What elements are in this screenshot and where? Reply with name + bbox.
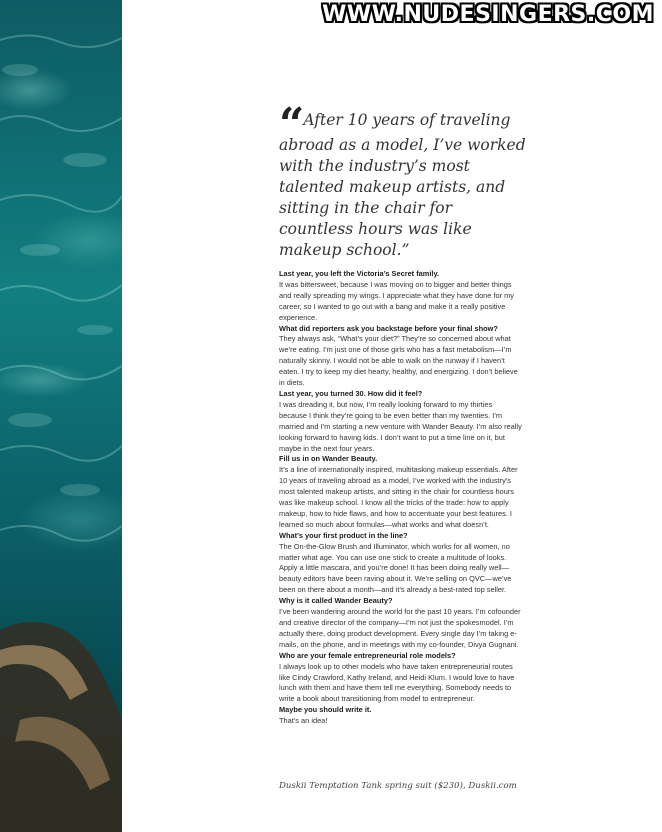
answer: They always ask, “What’s your diet?” They’re so concerned about what we’re eating. I’m just one of those girls who has a fast metabolism—I’m naturally skinny. I would not be able to walk on the runway if I haven’t eaten. I try to keep my diet hearty, healthy, and energizing. I don’t believe in diets. xyxy=(279,334,518,388)
answer: The On-the-Glow Brush and Illuminator, which works for all women, no matter what age. You can use one stick to create a multitude of looks. Apply a little mascara, and you’re done! It has been doing really well—beauty editors have been raving about it. We’re selling on QVC—we’ve been on there about a month—and it’s already a best-rated top seller. xyxy=(279,541,512,595)
interview-body xyxy=(279,269,522,727)
pull-quote-text: After 10 years of traveling abroad as a model, I’ve worked with the industry’s most talented makeup artists, and sitting in the chair for countless hours was like makeup school.” xyxy=(279,111,526,259)
question: Why is it called Wander Beauty? xyxy=(279,596,393,606)
answer: That’s an idea! xyxy=(279,716,328,726)
question: Last year, you turned 30. How did it feel? xyxy=(279,388,423,398)
answer: It was bittersweet, because I was moving on to bigger and better things and really spreading my wings. I appreciate what they have done for my career, so I wanted to go out with a bang and make it a really positive experience. xyxy=(279,279,514,322)
answer: It’s a line of internationally inspired, multitasking makeup essentials. After 10 years of traveling abroad as a model, I’ve worked with the industry’s most talented makeup artists, and sitting in the chair for countless hours was like makeup school. I know all the tricks of the trade: how to apply makeup, how to hide flaws, and how to accentuate your best features. I learned so much about formulas—what works and what doesn’t. xyxy=(279,465,518,529)
answer: I always look up to other models who have taken entrepreneurial routes like Cindy Crawford, Kathy Ireland, and Heidi Klum. I would love to have lunch with them and have them tell me everything. Somebody needs to write a book about transitioning from model to entrepreneur. xyxy=(279,661,515,704)
quote-mark-icon: “ xyxy=(279,99,301,150)
watermark-text: WWW.NUDESINGERS.COM xyxy=(322,2,654,27)
answer: I’ve been wandering around the world for the past 10 years. I’m cofounder and creative director of the company—I’m not just the spokesmodel. I’m actually there, doing product development. Every single day I’m taking e-mails, on the phone, and in meetings with my co-founder, Divya Gugnani. xyxy=(279,607,521,649)
question: Who are your female entrepreneurial role models? xyxy=(279,650,456,660)
question: Fill us in on Wander Beauty. xyxy=(279,454,378,464)
photo-caption: Duskii Temptation Tank spring suit ($230), Duskii.com xyxy=(279,781,517,791)
question: Last year, you left the Victoria’s Secret family. xyxy=(279,269,440,278)
question: What did reporters ask you backstage before your final show? xyxy=(279,323,498,333)
question: What’s your first product in the line? xyxy=(279,530,408,540)
pool-water-photo xyxy=(0,0,122,832)
answer: I was dreading it, but now, I’m really looking forward to my thirties because I think they’re going to be even better than my twenties. I’m married and I’m starting a new venture with Wander Beauty. I’m also really looking forward to having kids. I don’t want to put a time line on it, but maybe in the next four years. xyxy=(279,399,522,453)
pull-quote xyxy=(279,99,529,261)
question: Maybe you should write it. xyxy=(279,705,372,715)
water-ripples xyxy=(0,0,122,832)
